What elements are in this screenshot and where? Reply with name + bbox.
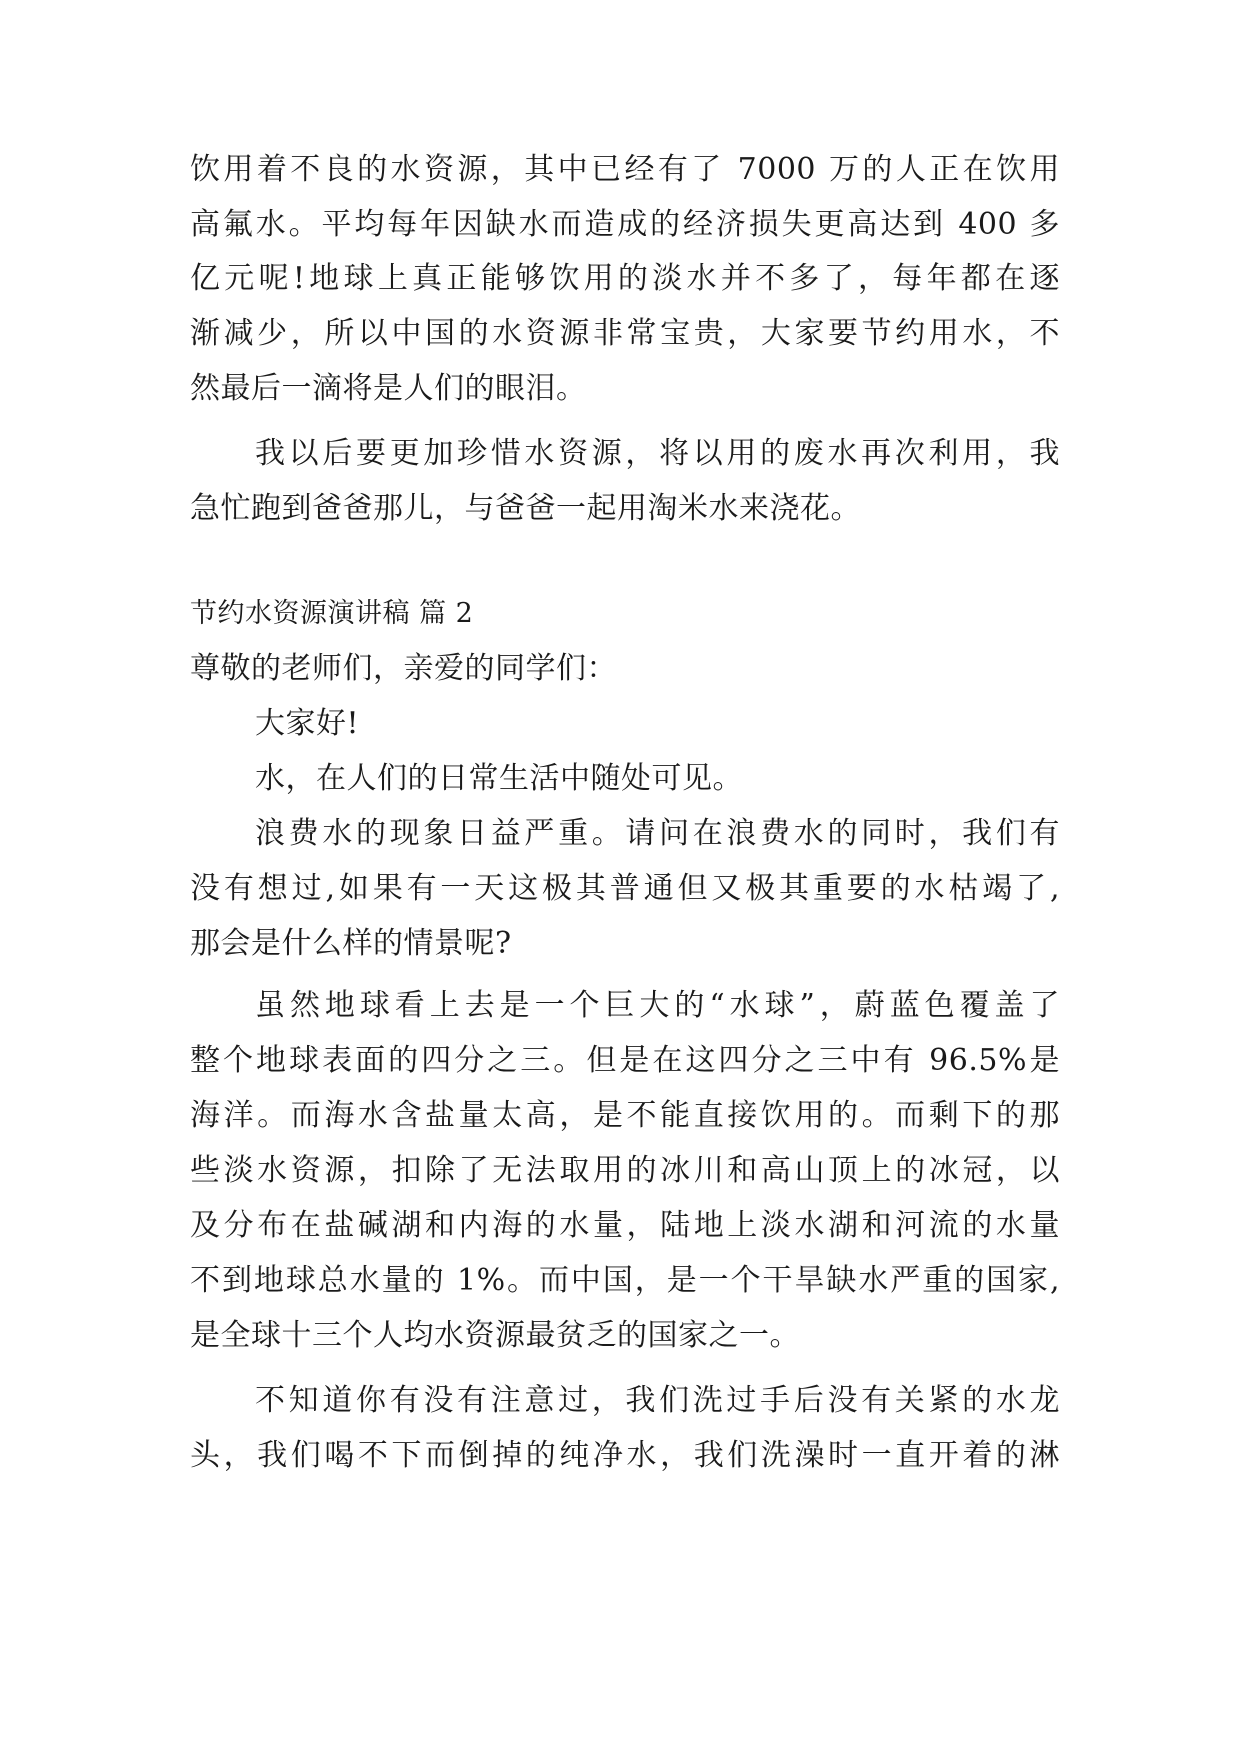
text-line: 饮用着不良的水资源，其中已经有了 7000 万的人正在饮用 [190,152,1060,187]
salutation: 尊敬的老师们，亲爱的同学们： [190,651,617,686]
text-line: 虽然地球看上去是一个巨大的“水球”，蔚蓝色覆盖了 [255,988,1060,1023]
text-line: 亿元呢!地球上真正能够饮用的淡水并不多了，每年都在逐 [190,261,1060,296]
greeting: 大家好! [255,706,360,741]
text-line: 浪费水的现象日益严重。请问在浪费水的同时，我们有 [255,816,1060,851]
text-line: 急忙跑到爸爸那儿，与爸爸一起用淘米水来浇花。 [190,491,861,526]
text-line: 水，在人们的日常生活中随处可见。 [255,761,743,796]
text-line: 没有想过,如果有一天这极其普通但又极其重要的水枯竭了, [190,871,1060,906]
text-line: 然最后一滴将是人们的眼泪。 [190,371,587,406]
text-line: 我以后要更加珍惜水资源，将以用的废水再次利用，我 [255,436,1060,471]
section-title: 节约水资源演讲稿 篇 2 [190,598,474,629]
text-line: 头，我们喝不下而倒掉的纯净水，我们洗澡时一直开着的淋 [190,1438,1060,1473]
text-line: 海洋。而海水含盐量太高，是不能直接饮用的。而剩下的那 [190,1098,1060,1133]
text-line: 及分布在盐碱湖和内海的水量，陆地上淡水湖和河流的水量 [190,1208,1060,1243]
text-line: 整个地球表面的四分之三。但是在这四分之三中有 96.5%是 [190,1043,1060,1078]
text-line: 不知道你有没有注意过，我们洗过手后没有关紧的水龙 [255,1383,1060,1418]
text-line: 渐减少，所以中国的水资源非常宝贵，大家要节约用水，不 [190,316,1060,351]
text-line: 高氟水。平均每年因缺水而造成的经济损失更高达到 400 多 [190,207,1060,242]
text-line: 是全球十三个人均水资源最贫乏的国家之一。 [190,1318,800,1353]
text-line: 些淡水资源，扣除了无法取用的冰川和高山顶上的冰冠，以 [190,1153,1060,1188]
text-line: 那会是什么样的情景呢? [190,926,512,961]
text-line: 不到地球总水量的 1%。而中国，是一个干旱缺水严重的国家, [190,1263,1060,1298]
